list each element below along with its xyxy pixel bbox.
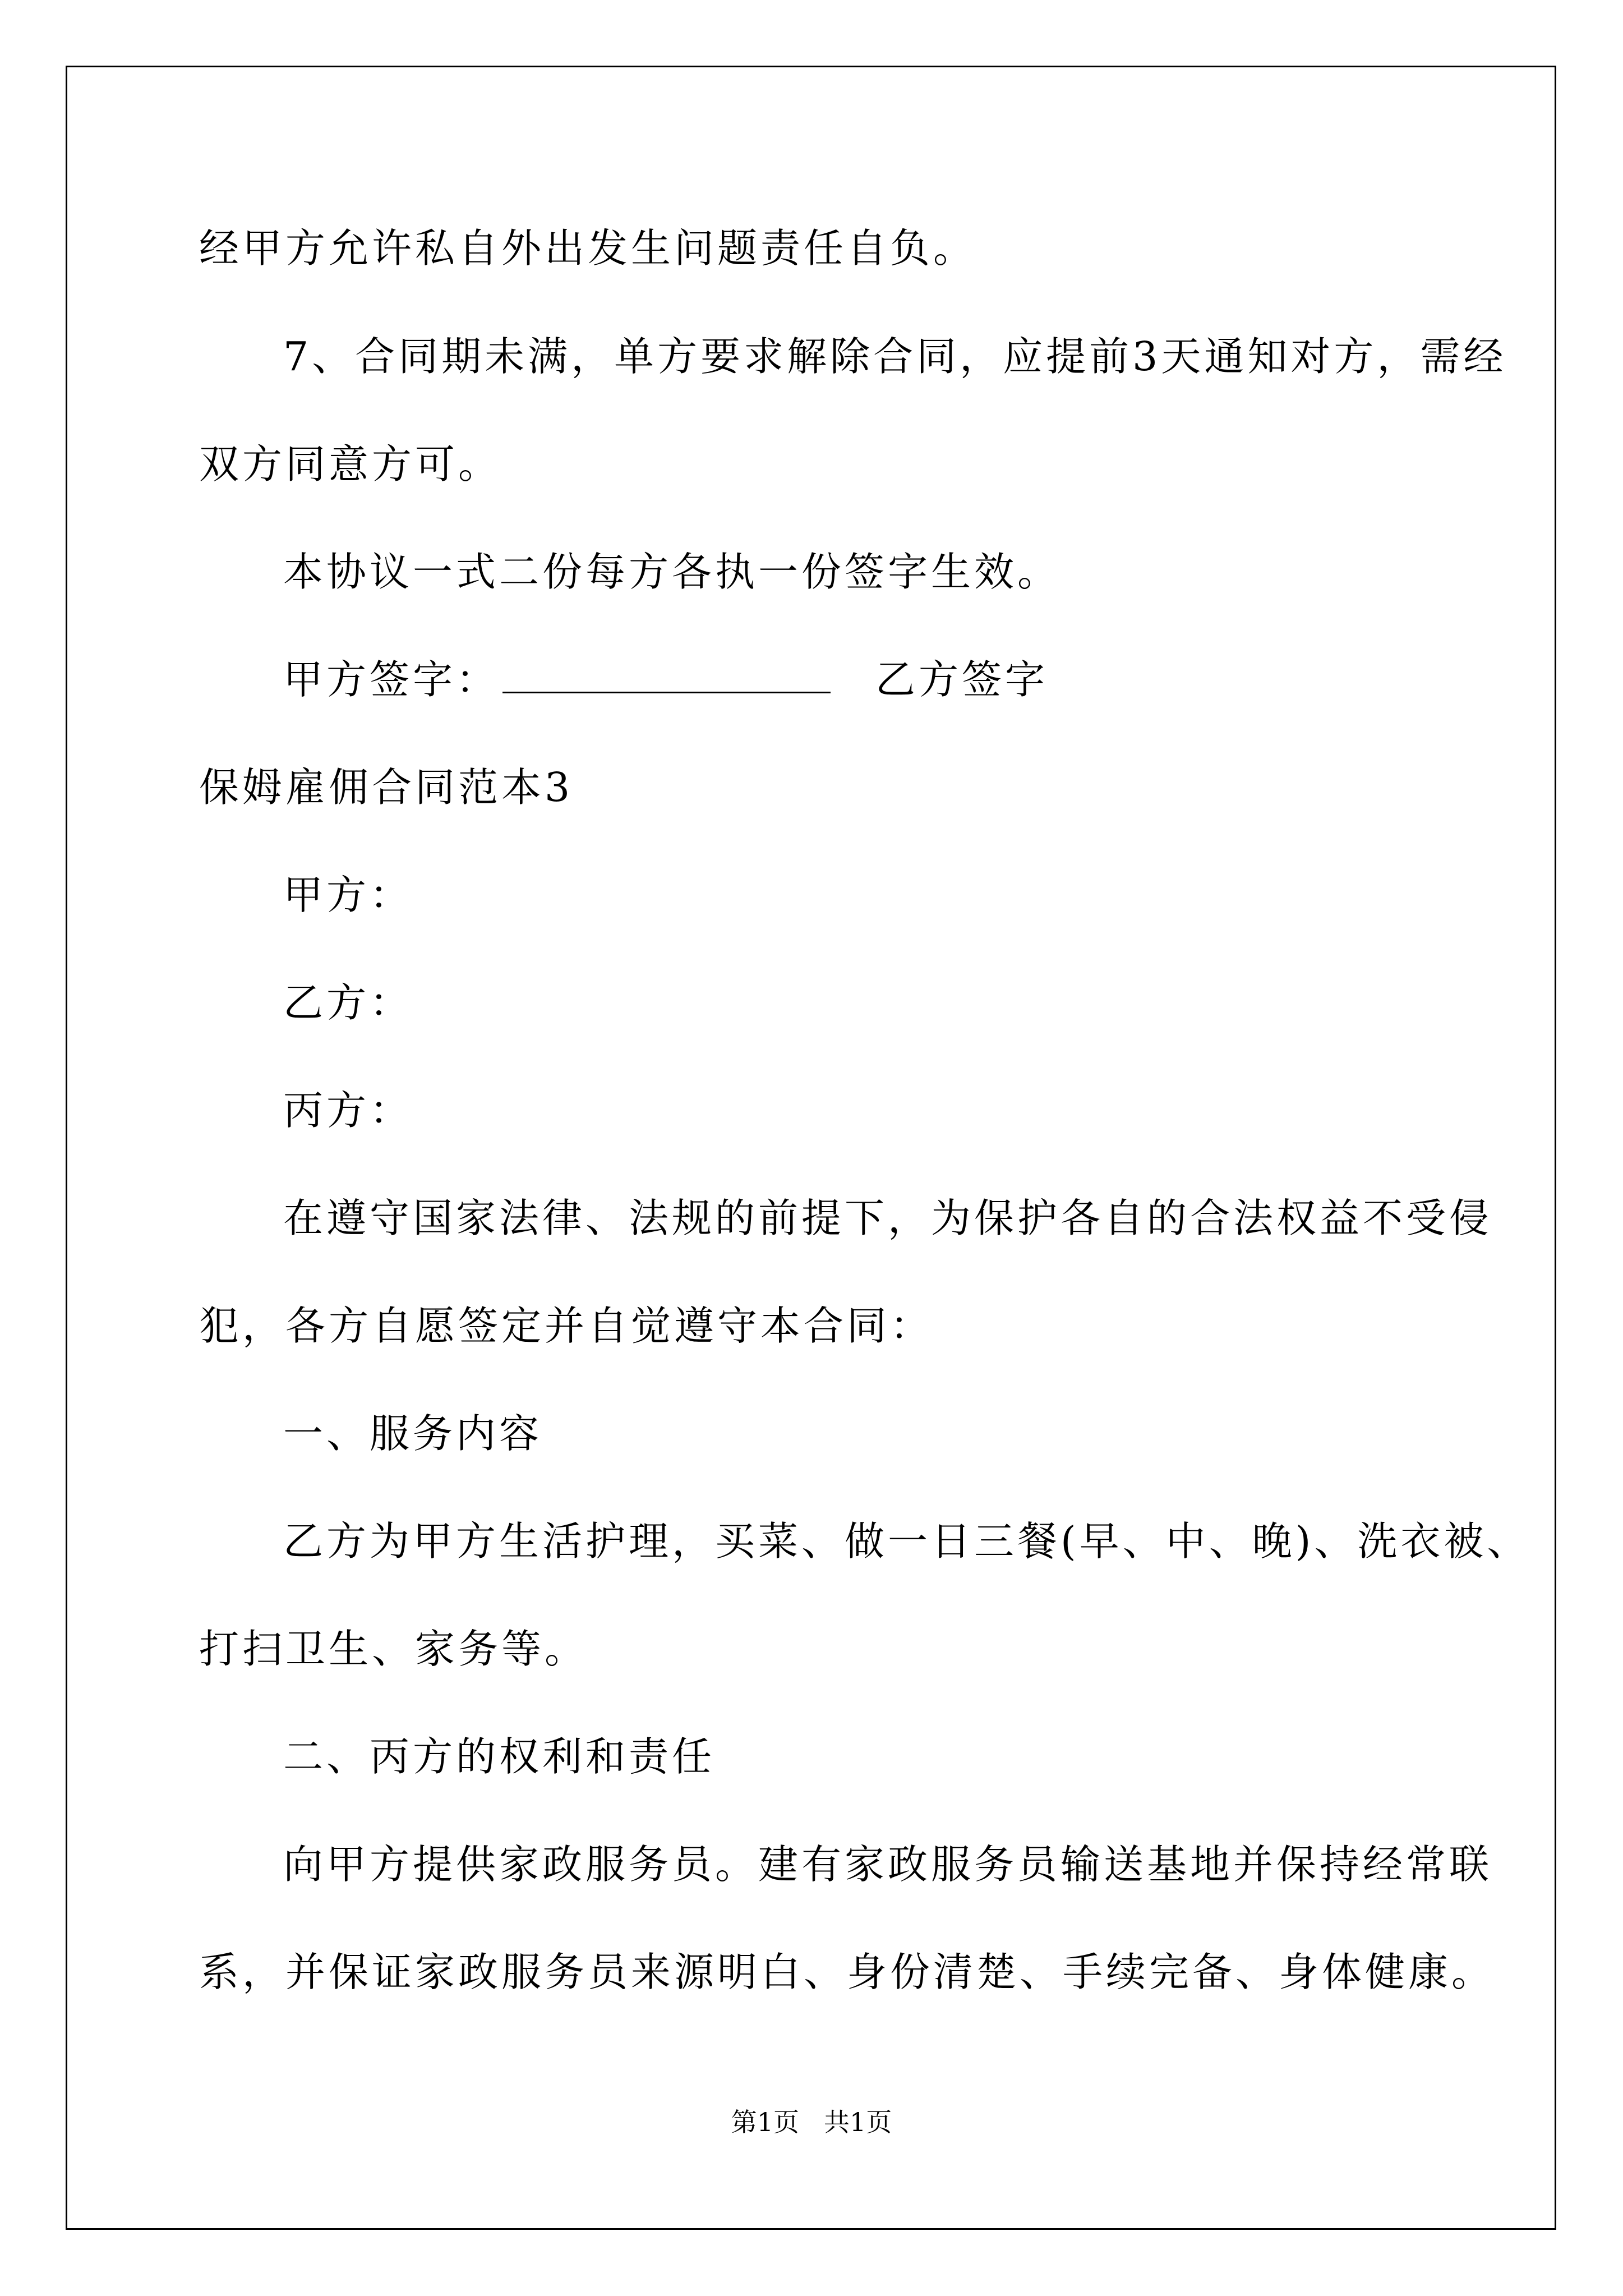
text-line: 向甲方提供家政服务员。建有家政服务员输送基地并保持经常联 xyxy=(283,1841,1493,1888)
page-footer xyxy=(0,2106,1623,2138)
party-a-signature-blank xyxy=(502,658,831,693)
party-a-signature-label: 甲方签字： xyxy=(283,656,500,703)
text-line: 双方同意方可。 xyxy=(199,441,502,487)
section-title: 保姆雇佣合同范本3 xyxy=(199,764,574,811)
page-total: 共1页 xyxy=(824,2107,892,2137)
page-number: 第1页 xyxy=(731,2107,799,2137)
page-border xyxy=(66,66,1556,2230)
text-line: 犯，各方自愿签定并自觉遵守本合同： xyxy=(199,1303,934,1349)
text-line: 打扫卫生、家务等。 xyxy=(199,1626,588,1672)
clause-heading: 二、丙方的权利和责任 xyxy=(283,1733,716,1780)
text-line: 本协议一式二份每方各执一份签字生效。 xyxy=(283,549,1061,595)
text-line: 7、合同期未满，单方要求解除合同，应提前3天通知对方，需经 xyxy=(283,333,1507,380)
clause-heading: 一、服务内容 xyxy=(283,1410,543,1457)
party-b-signature-label: 乙方签字 xyxy=(875,656,1049,703)
text-line: 在遵守国家法律、法规的前提下，为保护各自的合法权益不受侵 xyxy=(283,1195,1493,1241)
party-a-line: 甲方： xyxy=(283,872,413,918)
party-c-line: 丙方： xyxy=(283,1087,413,1134)
signature-line xyxy=(283,657,1048,702)
text-line: 乙方为甲方生活护理，买菜、做一日三餐(早、中、晚)、洗衣被、 xyxy=(283,1518,1530,1565)
text-line: 系，并保证家政服务员来源明白、身份清楚、手续完备、身体健康。 xyxy=(199,1949,1495,1995)
party-b-line: 乙方： xyxy=(283,979,413,1026)
text-line: 经甲方允许私自外出发生问题责任自负。 xyxy=(199,225,977,272)
